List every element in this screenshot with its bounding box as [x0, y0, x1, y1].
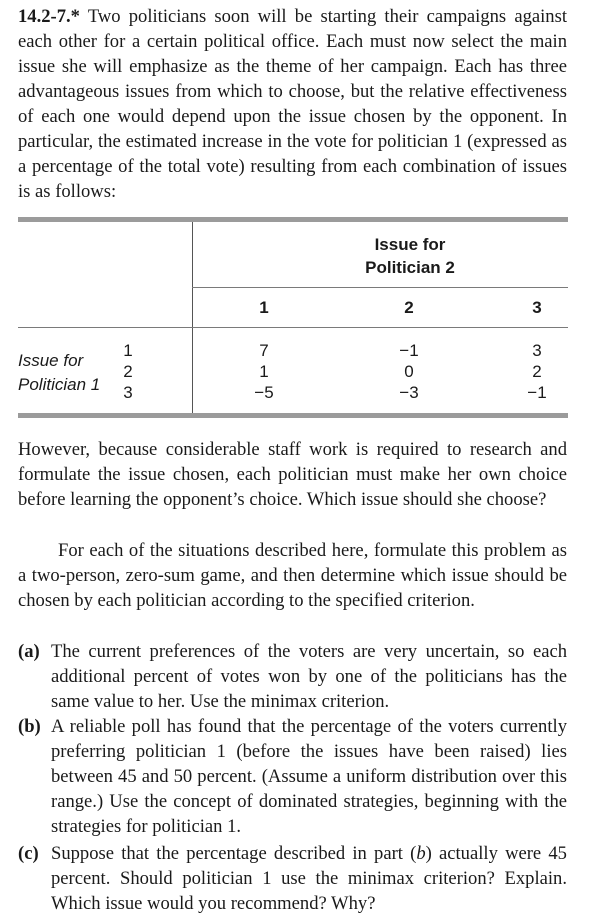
column-header-line2: Politician 2 [365, 258, 455, 277]
problem-number: 14.2-7.* [18, 6, 80, 27]
payoff-column-3 [517, 340, 557, 403]
header-divider [192, 287, 568, 288]
payoff-cell: 3 [532, 341, 542, 360]
payoff-cell: 1 [259, 362, 269, 381]
part-c [18, 841, 567, 916]
problem-intro-text: Two politicians soon will be starting their campaigns against each other for a certain political office. Each must now select the main issue she will emphasize as the theme of her campaign. Each has three advantageous issues from which to choose, but the relative effectiveness of each one would depend upon the issue chosen by the opponent. In particular, the estimated increase in the vote for politician 1 (expressed as a percentage of the total vote) resulting from each combination of issues is as follows: [18, 6, 567, 202]
paragraph-however: However, because considerable staff work is required to research and formulate the issue chosen, each politician must make her own choice before learning the opponent’s choice. Which issue should she choose? [18, 439, 567, 510]
payoff-cell: 7 [259, 341, 269, 360]
header-bottom-rule [18, 327, 568, 328]
problem-intro [18, 4, 567, 204]
payoff-cell: −3 [399, 383, 419, 402]
part-b [18, 714, 567, 839]
column-header [330, 233, 490, 279]
table-divider [192, 222, 193, 415]
row-label-1: 1 [123, 341, 133, 360]
col-label-1: 1 [259, 298, 269, 317]
row-label-3: 3 [123, 383, 133, 402]
part-b-label: (b) [18, 716, 41, 737]
paragraph-formulate: For each of the situations described here, formulate this problem as a two-person, zero-sum game, and then determine which issue should be chosen by each politician according to the specified criterion. [18, 540, 567, 611]
row-header-line2: Politician 1 [18, 375, 101, 394]
part-a-label: (a) [18, 641, 40, 662]
column-header-line1: Issue for [374, 235, 446, 254]
part-a-text: The current preferences of the voters are very uncertain, so each additional percent of votes won by one of the politicians has the same value to her. Use the minimax criterion. [51, 641, 567, 712]
table-bottom-rule [18, 413, 568, 418]
col-label-3: 3 [532, 298, 542, 317]
payoff-cell: 0 [404, 362, 414, 381]
payoff-column-1 [244, 340, 284, 403]
table-top-rule [18, 217, 568, 222]
part-c-label: (c) [18, 843, 39, 864]
part-a [18, 639, 567, 714]
payoff-cell: −5 [254, 383, 274, 402]
payoff-cell: −1 [399, 341, 419, 360]
row-header [18, 349, 100, 397]
part-b-text: A reliable poll has found that the percentage of the voters currently preferring politician 1 (before the issues have been raised) lies between 45 and 50 percent. (Assume a uniform distribution over this range.) Use the concept of dominated strategies, beginning with the strategies for politician 1. [51, 716, 567, 837]
payoff-column-2 [389, 340, 429, 403]
col-label-2: 2 [404, 298, 414, 317]
payoff-cell: 2 [532, 362, 542, 381]
row-header-line1: Issue for [18, 351, 84, 370]
part-c-text: Suppose that the percentage described in part (b) actually were 45 percent. Should politician 1 use the minimax criterion? Explain. Which issue would you recommend? Why? [51, 843, 567, 914]
payoff-cell: −1 [527, 383, 547, 402]
row-label-2: 2 [123, 362, 133, 381]
part-c-ref: b [416, 843, 426, 864]
row-labels [108, 340, 148, 403]
